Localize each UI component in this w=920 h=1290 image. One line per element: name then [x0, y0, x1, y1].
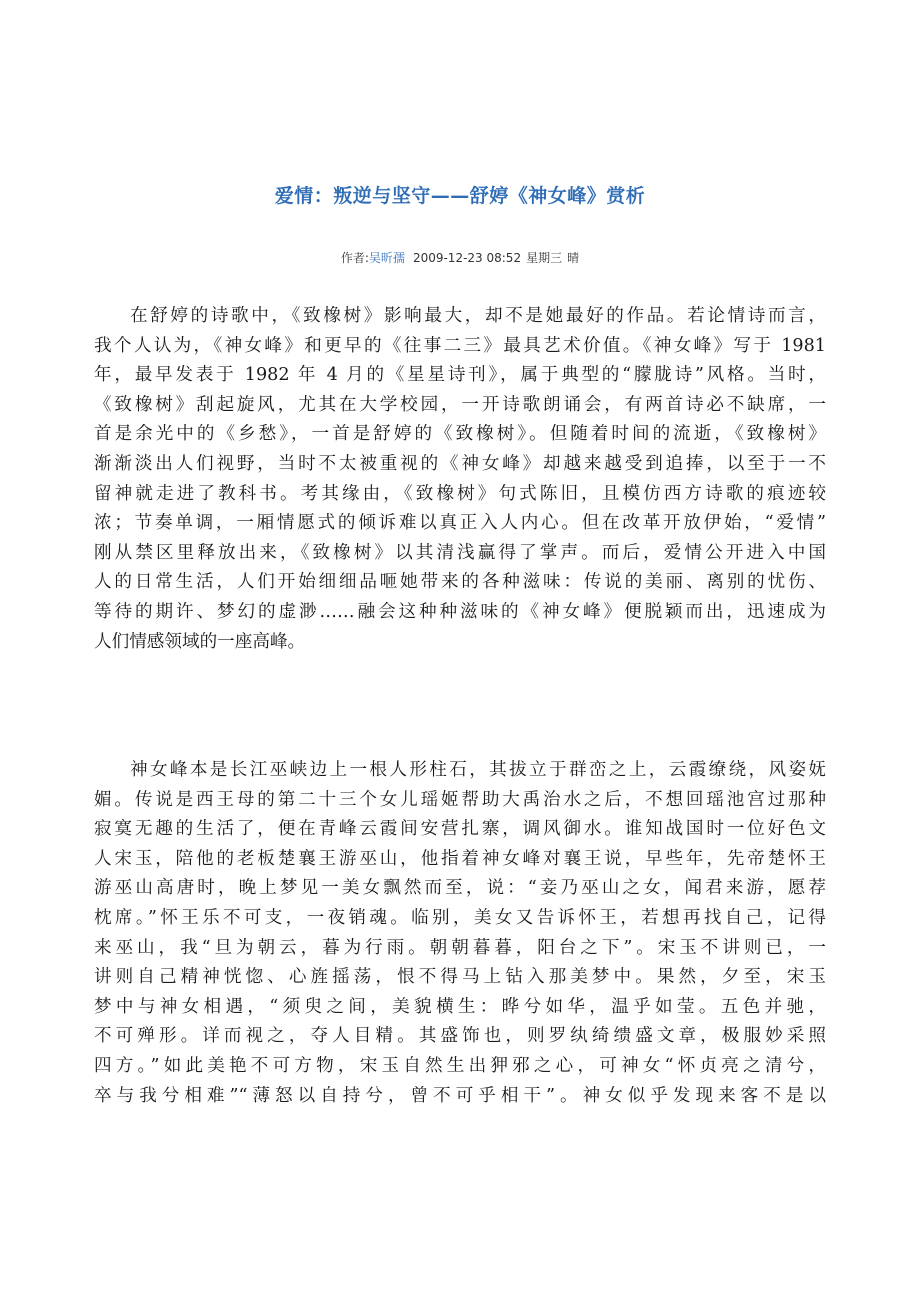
paragraph-line: 刚从禁区里释放出来，《致橡树》以其清浅赢得了掌声。而后，爱情公开进入中国	[94, 542, 826, 563]
paragraph-line: 寂寞无趣的生活了，便在青峰云霞间安营扎寨，调风御水。谁知战国时一位好色文	[94, 819, 826, 840]
paragraph-line: 在舒婷的诗歌中，《致橡树》影响最大，却不是她最好的作品。若论情诗而言，	[130, 306, 826, 326]
paragraph-line: 首是余光中的《乡愁》，一首是舒婷的《致橡树》。但随着时间的流逝，《致橡树》	[94, 424, 826, 445]
paragraph-line: 我个人认为，《神女峰》和更早的《往事二三》最具艺术价值。《神女峰》写于 1981	[94, 335, 826, 356]
paragraph-line: 四方。”如此美艳不可方物，宋玉自然生出狎邪之心，可神女“怀贞亮之清兮，	[94, 1055, 826, 1076]
paragraph-line: 人宋玉，陪他的老板楚襄王游巫山，他指着神女峰对襄王说，早些年，先帝楚怀王	[94, 848, 826, 869]
paragraph-line: 讲则自己精神恍惚、心旌摇荡，恨不得马上钻入那美梦中。果然，夕至，宋玉	[94, 967, 826, 988]
paragraph-line: 枕席。”怀王乐不可支，一夜销魂。临别，美女又告诉怀王，若想再找自己，记得	[94, 907, 826, 928]
paragraph-line: 游巫山高唐时，晚上梦见一美女飘然而至，说：“妾乃巫山之女，闻君来游，愿荐	[94, 878, 826, 899]
paragraph-line: 来巫山，我“旦为朝云，暮为行雨。朝朝暮暮，阳台之下”。宋玉不讲则已，一	[94, 937, 826, 958]
paragraph-line: 浓；节奏单调，一厢情愿式的倾诉难以真正入人内心。但在改革开放伊始，“爱情”	[94, 513, 826, 534]
author-name-link[interactable]: 吴昕孺	[368, 251, 405, 265]
paragraph-1	[94, 302, 826, 657]
publish-datetime: 2009-12-23 08:52	[412, 251, 522, 265]
paragraph-line: 人的日常生活，人们开始细细品咂她带来的各种滋味：传说的美丽、离别的忧伤、	[94, 572, 826, 593]
paragraph-line: 神女峰本是长江巫峡边上一根人形柱石，其拔立于群峦之上，云霞缭绕，风姿妩	[130, 760, 826, 780]
publish-weekday: 星期三	[526, 251, 563, 265]
article-title: 爱情：叛逆与坚守——舒婷《神女峰》赏析	[274, 185, 646, 207]
paragraph-line: 不可殚形。详而视之，夺人目精。其盛饰也，则罗纨绮缋盛文章，极服妙采照	[94, 1026, 826, 1047]
paragraph-line: 年，最早发表于 1982 年 4 月的《星星诗刊》，属于典型的“朦胧诗”风格。当时，	[94, 365, 826, 386]
paragraph-line: 等待的期许、梦幻的虚渺……融会这种种滋味的《神女峰》便脱颖而出，迅速成为	[94, 601, 826, 622]
paragraph-line: 留神就走进了教科书。考其缘由，《致橡树》句式陈旧，且模仿西方诗歌的痕迹较	[94, 483, 826, 504]
author-label: 作者:	[340, 251, 369, 265]
paragraph-line: 梦中与神女相遇，“须臾之间，美貌横生：晔兮如华，温乎如莹。五色并驰，	[94, 996, 826, 1017]
paragraph-line: 渐渐淡出人们视野，当时不太被重视的《神女峰》却越来越受到追捧，以至于一不	[94, 453, 826, 474]
paragraph-2	[94, 756, 826, 1111]
weather: 晴	[567, 251, 580, 265]
paragraph-line: 媚。传说是西王母的第二十三个女儿瑶姬帮助大禹治水之后，不想回瑶池宫过那种	[94, 789, 826, 810]
paragraph-line: 人们情感领域的一座高峰。	[94, 631, 306, 652]
paragraph-line: 卒与我兮相难”“薄怒以自持兮，曾不可乎相干”。神女似乎发现来客不是以	[94, 1085, 826, 1106]
paragraph-line: 《致橡树》刮起旋风，尤其在大学校园，一开诗歌朗诵会，有两首诗必不缺席，一	[94, 394, 826, 415]
article-meta	[0, 249, 920, 266]
